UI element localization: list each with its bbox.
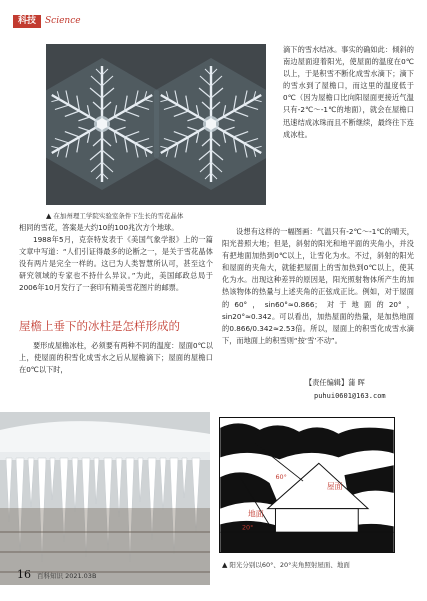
snowflake-caption-text: 在加州理工学院实验室条件下生长的雪花晶体 <box>53 212 184 220</box>
caption-triangle-icon: ▲ <box>222 561 228 569</box>
diagram-label-ground: 地面 <box>247 509 264 519</box>
article-text-right-top <box>283 44 414 141</box>
paragraph: 1988年5月，克奈特发表于《美国气象学报》上的一篇文章中写道：“人们引证得最多的论断之一，是关于雪花晶体没有两片是完全一样的。这已为人类智慧所认可，甚至这个研究领域的专家也不持什么异议。”为此，美国邮政总局于2006年10月发行了一套印有精美雪花图片的邮票。 <box>19 235 213 293</box>
paragraph: 滴下的雪水结冰。事实的确如此：倾斜的南边屋面迎着阳光，使屋面的温度在0℃以上，于是积雪不断化成雪水滴下；滴下的雪水到了屋檐口，而这里的温度低于0℃（因为屋檐口比向阳屋面更接近气温只有-2℃～-1℃的地面），就会在屋檐口迅速结成冰珠而且不断继续，最终往下连成冰柱。 <box>283 45 414 139</box>
caption-triangle-icon: ▲ <box>46 212 52 220</box>
section-tag: 科技 <box>13 15 41 28</box>
sunlight-angle-diagram <box>219 417 395 553</box>
diagram-caption-text: 阳光分别以60°、20°夹角照射屋面、地面 <box>229 561 350 569</box>
diagram-label-roof: 屋面 <box>326 481 343 491</box>
editor-credit: 【责任编辑】蒲 晖 <box>305 378 365 387</box>
diagram-angle-ground: 20° <box>241 523 254 532</box>
publication-info: 百科知识 2021.03B <box>37 572 97 580</box>
page-number: 16 <box>17 568 31 581</box>
editor-email: puhui0601@163.com <box>314 392 386 400</box>
article-text-left-mid <box>19 222 213 295</box>
page-footer <box>17 568 96 581</box>
snowflake-photo <box>46 44 266 205</box>
paragraph: 设想有这样的一幅图画：气温只有-2℃～-1℃的晴天，阳光普照大地；但是，斜射的阳光和地平面的夹角小，并没有把地面加热到0℃以上，让雪化为水。不过，斜射的阳光和屋面的夹角大，就能把屋面上的雪加热到0℃以上，使其化为水。出现这种差异的原因是，阳光照射物体所产生的加热该物体的热量与上述夹角的正弦成正比。例如，对于屋面的60°，sin60°≈0.866；对于地面的20°，sin20°≈0.342。可以看出，加热屋面的热量，是加热地面的0.866/0.342≈2.53倍。所以，屋面上的积雪化成雪水滴下，而地面上的积雪则“按‘雪’不动”。 <box>222 227 414 345</box>
icicle-photo <box>0 412 210 585</box>
article-text-left-bottom <box>19 340 213 376</box>
snowflake-caption <box>46 211 183 220</box>
paragraph: 相同的雪花，答案是大约10的100兆次方个地球。 <box>19 223 179 232</box>
section-title: 屋檐上垂下的冰柱是怎样形成的 <box>19 319 180 333</box>
diagram-angle-roof: 60° <box>275 473 287 482</box>
paragraph: 要形成屋檐冰柱，必须要有两种不同的温度：屋面0℃以上，使屋面的积雪化成雪水之后从屋檐滴下；屋面的屋檐口在0℃以下时， <box>19 341 213 375</box>
section-tag-en: Science <box>45 16 81 26</box>
diagram-caption <box>222 560 350 569</box>
article-text-right-mid <box>222 226 414 347</box>
section-header <box>13 14 81 28</box>
